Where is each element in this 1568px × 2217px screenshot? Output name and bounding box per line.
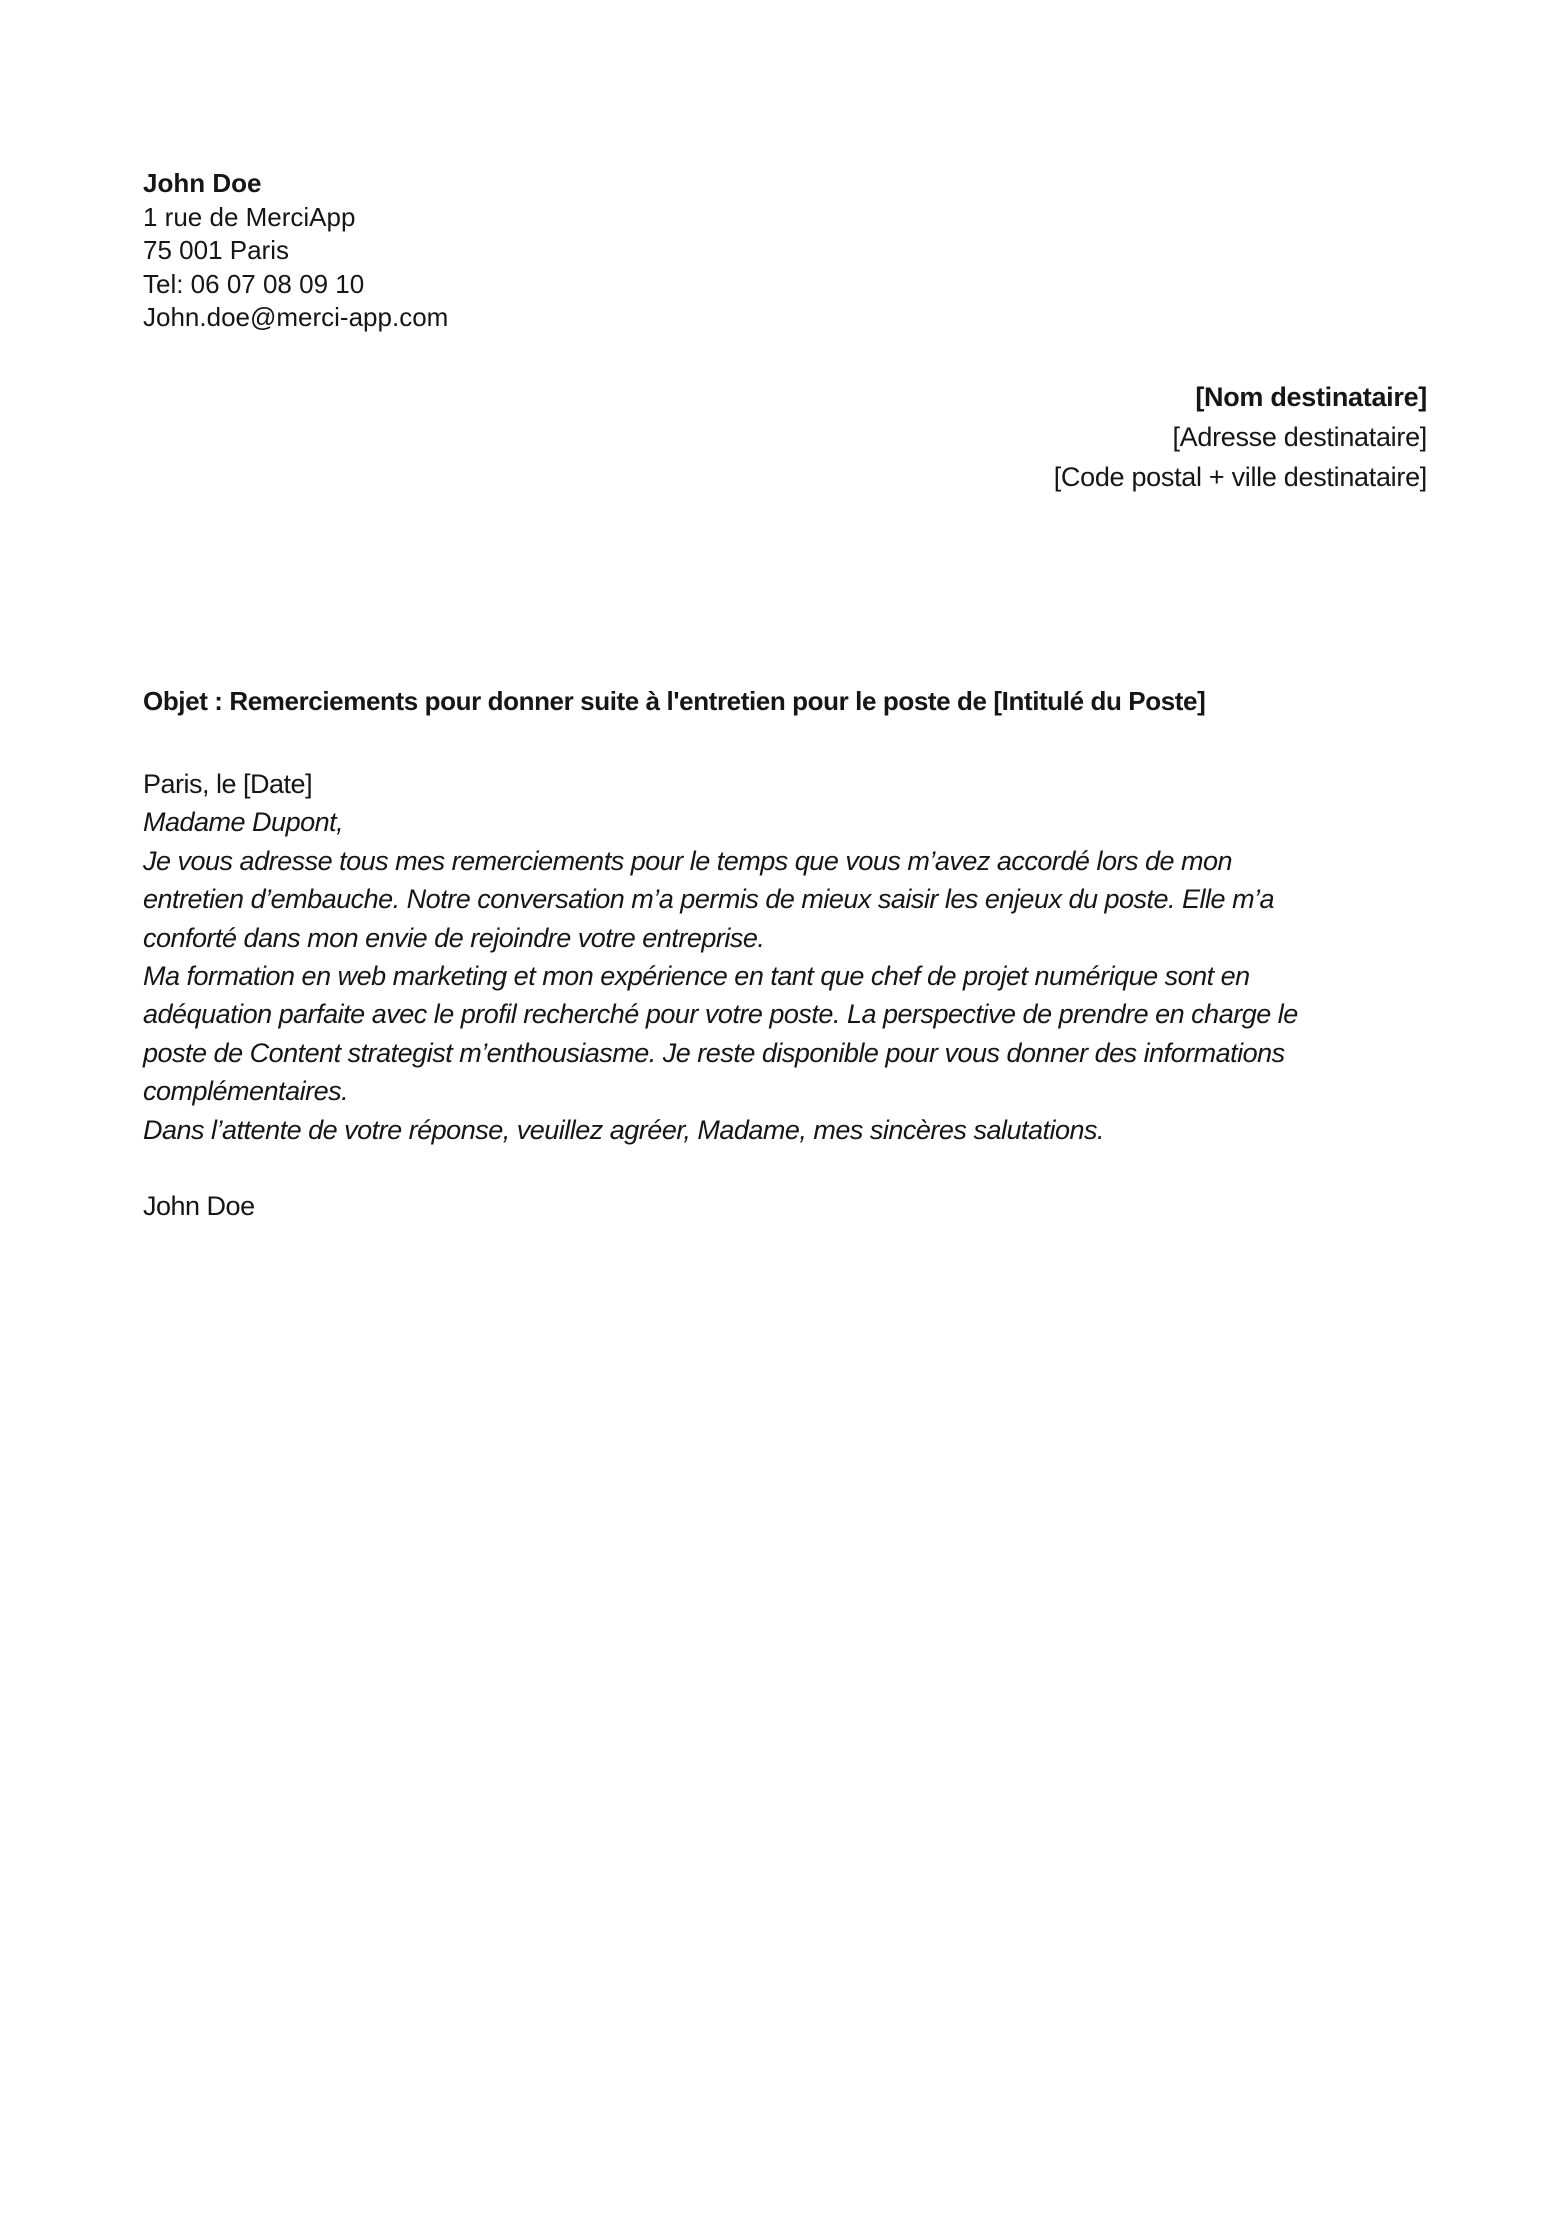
sender-city-line: 75 001 Paris — [143, 235, 289, 265]
signature-name: John Doe — [143, 1191, 255, 1222]
sender-address-line: 1 rue de MerciApp — [143, 201, 356, 232]
sender-phone-line: Tel: 06 07 08 09 10 — [143, 268, 365, 299]
signature-gap — [143, 1149, 1298, 1187]
sender-name: John Doe — [143, 168, 262, 198]
salutation-line: Madame Dupont, — [143, 807, 344, 838]
body-line: entretien d’embauche. Notre conversation m’a permis de mieux saisir les enjeux du poste. Elle m’a — [143, 884, 1275, 915]
recipient-city: [Code postal + ville destinataire] — [1053, 462, 1427, 492]
sender-block — [143, 167, 448, 335]
body-line: conforté dans mon envie de rejoindre votre entreprise. — [143, 922, 765, 953]
body-line: Dans l’attente de votre réponse, veuillez agréer, Madame, mes sincères salutations. — [143, 1114, 1105, 1145]
date-line: Paris, le [Date] — [143, 769, 313, 799]
body-line: Je vous adresse tous mes remerciements pour le temps que vous m’avez accordé lors de mon — [143, 845, 1233, 876]
subject-line: Objet : Remerciements pour donner suite à l'entretien pour le poste de [Intitulé du Poste] — [143, 686, 1206, 716]
recipient-address: [Adresse destinataire] — [1172, 422, 1427, 452]
letter-body — [143, 765, 1298, 1226]
body-line: Ma formation en web marketing et mon expérience en tant que chef de projet numérique sont en — [143, 961, 1250, 992]
body-line: adéquation parfaite avec le profil recherché pour votre poste. La perspective de prendre en charge le — [143, 999, 1298, 1030]
sender-email-line: John.doe@merci-app.com — [143, 302, 449, 332]
body-line: poste de Content strategist m’enthousiasme. Je reste disponible pour vous donner des informations — [143, 1037, 1285, 1068]
recipient-block — [1054, 377, 1427, 497]
recipient-name: [Nom destinataire] — [1195, 382, 1427, 412]
body-line: complémentaires. — [143, 1076, 349, 1107]
